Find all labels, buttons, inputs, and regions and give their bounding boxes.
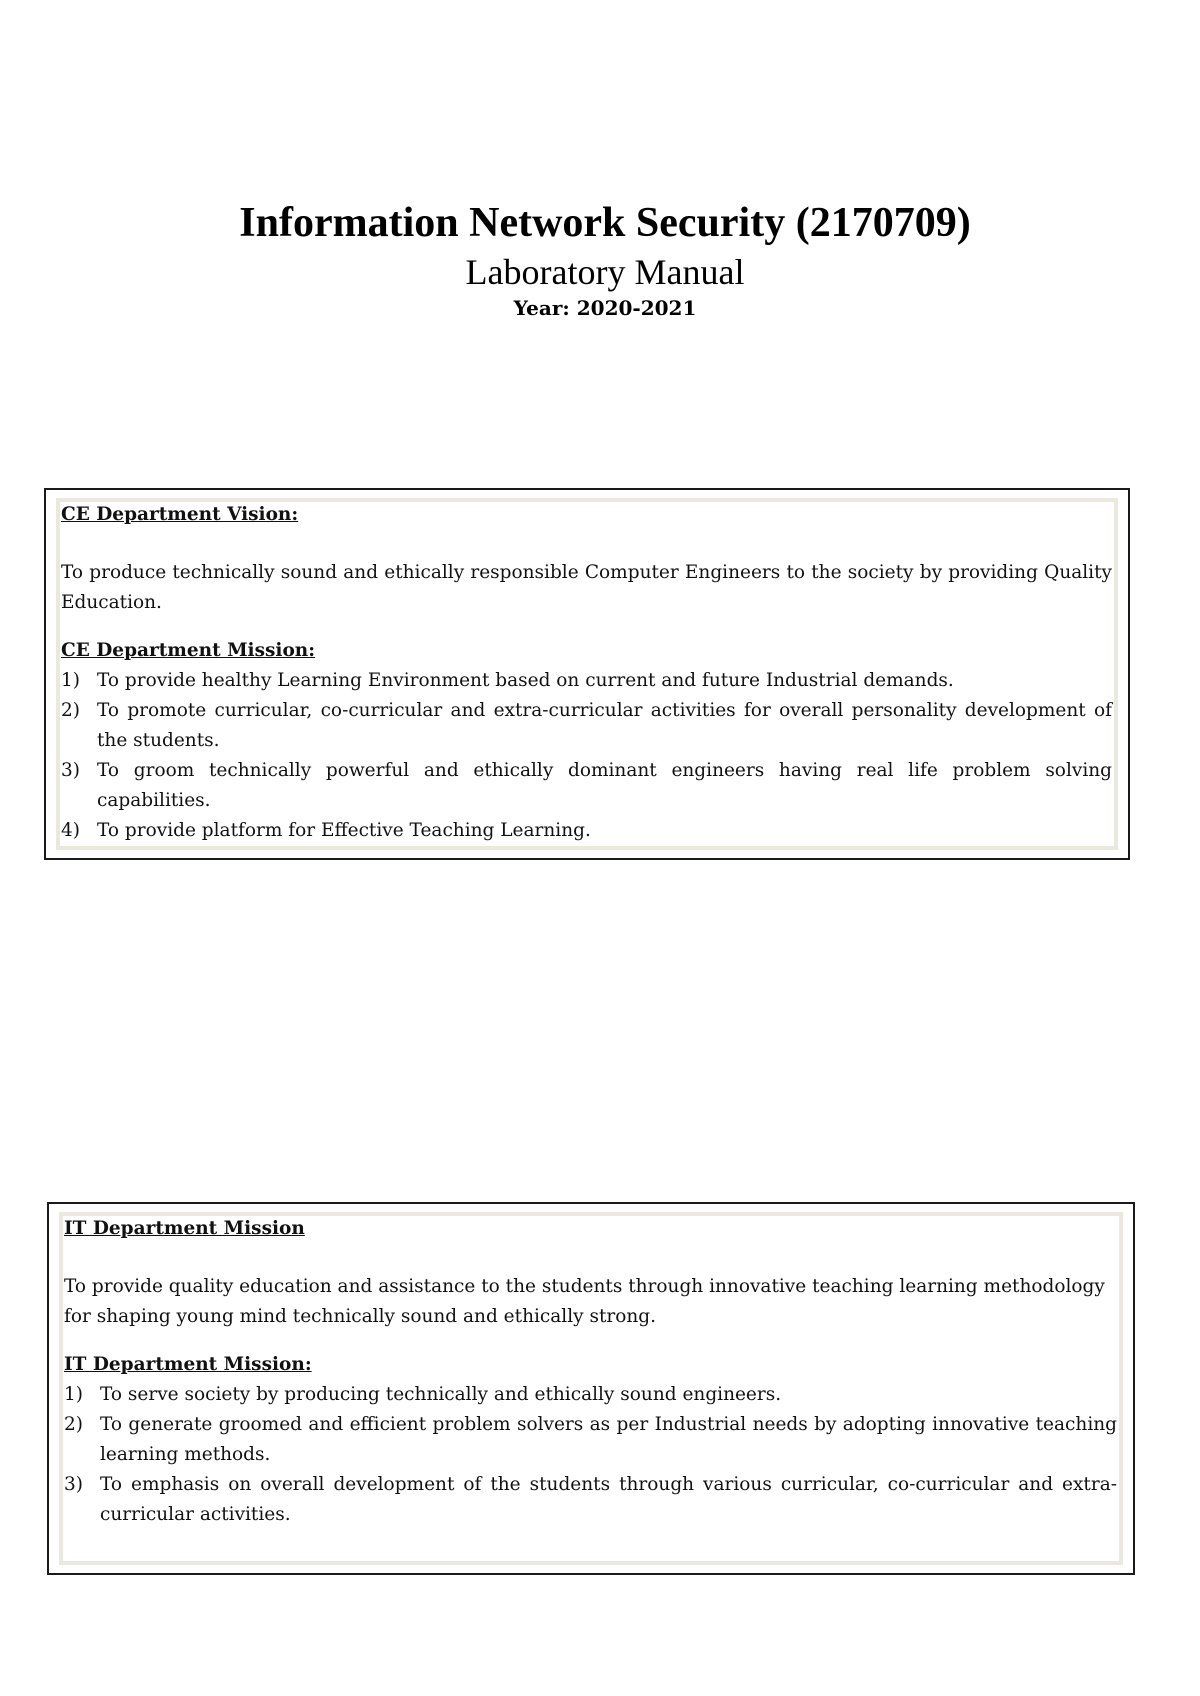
ce-box-content	[61, 500, 1112, 846]
list-item-text: To groom technically powerful and ethically dominant engineers having real life problem solving capabilities.	[97, 760, 1112, 811]
list-item	[61, 666, 1112, 696]
ce-vision-text: To produce technically sound and ethically responsible Computer Engineers to the society by providing Quality Education.	[61, 562, 1112, 613]
list-item-text: To emphasis on overall development of the students through various curricular, co-curricular and extra-curricular activities.	[100, 1474, 1117, 1525]
list-item-number: 1)	[61, 670, 80, 691]
list-item	[61, 816, 1112, 846]
it-mission-list	[64, 1380, 1117, 1530]
list-item-number: 2)	[64, 1414, 83, 1435]
list-item	[64, 1470, 1117, 1530]
title-block	[0, 198, 1200, 322]
ce-mission-list	[61, 666, 1112, 846]
list-item-text: To serve society by producing technically and ethically sound engineers.	[100, 1384, 782, 1405]
list-item	[61, 696, 1112, 756]
list-item-text: To promote curricular, co-curricular and extra-curricular activities for overall personality development of the students.	[97, 700, 1112, 751]
list-item	[61, 756, 1112, 816]
list-item	[64, 1380, 1117, 1410]
document-subtitle: Laboratory Manual	[465, 252, 745, 292]
list-item-text: To provide platform for Effective Teaching Learning.	[97, 820, 591, 841]
list-item-number: 3)	[61, 760, 80, 781]
list-item-number: 1)	[64, 1384, 83, 1405]
list-item	[64, 1410, 1117, 1470]
ce-mission-heading: CE Department Mission:	[61, 640, 316, 661]
list-item-number: 4)	[61, 820, 80, 841]
list-item-text: To generate groomed and efficient problem solvers as per Industrial needs by adopting innovative teaching learning methods.	[100, 1414, 1117, 1465]
it-first-heading: IT Department Mission	[64, 1218, 305, 1239]
list-item-number: 3)	[64, 1474, 83, 1495]
it-first-text: To provide quality education and assistance to the students through innovative teaching learning methodology for shaping young mind technically sound and ethically strong.	[64, 1276, 1105, 1327]
ce-department-box	[44, 488, 1130, 860]
document-title: Information Network Security (2170709)	[239, 200, 971, 246]
it-mission-heading: IT Department Mission:	[64, 1354, 312, 1375]
it-box-content	[64, 1214, 1117, 1530]
ce-vision-heading: CE Department Vision:	[61, 504, 299, 525]
list-item-text: To provide healthy Learning Environment based on current and future Industrial demands.	[97, 670, 954, 691]
it-department-box	[47, 1202, 1135, 1575]
list-item-number: 2)	[61, 700, 80, 721]
document-year: Year: 2020-2021	[513, 296, 697, 320]
